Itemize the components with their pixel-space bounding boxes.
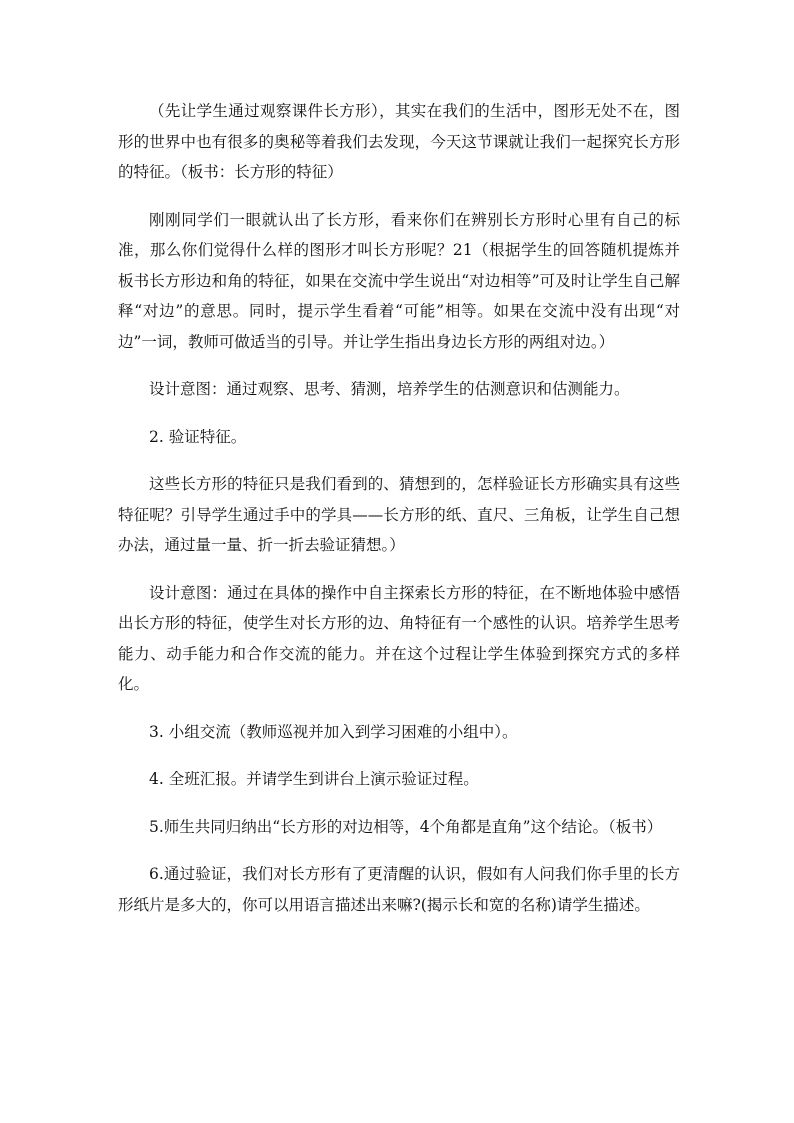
paragraph-design-intent-1: 设计意图：通过观察、思考、猜测，培养学生的估测意识和估测能力。 [149, 380, 630, 398]
paragraph-intro: （先让学生通过观察课件长方形），其实在我们的生活中，图形无处不在，图形的世界中也有很多的奥秘等着我们去发现，今天这节课就让我们一起探究长方形的特征。（板书：长方形的特征） [118, 102, 680, 181]
document-body [118, 96, 680, 937]
paragraph-step-2: 2. 验证特征。 [149, 427, 247, 446]
paragraph-step-5: 5.师生共同归纳出“长方形的对边相等，4个角都是直角”这个结论。（板书） [149, 817, 663, 836]
paragraph-step-4: 4. 全班汇报。并请学生到讲台上演示验证过程。 [149, 770, 479, 788]
paragraph-discussion: 刚刚同学们一眼就认出了长方形，看来你们在辨别长方形时心里有自己的标准，那么你们觉得什么样的图形才叫长方形呢？21（根据学生的回答随机提炼并板书长方形边和角的特征，如果在交流中学生说出“对边相等”可及时让学生自己解释“对边”的意思。同时，提示学生看着“可能”相等。如果在交流中没有出现“对边”一词，教师可做适当的引导。并让学生指出身边长方形的两组对边。） [118, 210, 680, 351]
paragraph-design-intent-2: 设计意图：通过在具体的操作中自主探索长方形的特征，在不断地体验中感悟出长方形的特征，使学生对长方形的边、角特征有一个感性的认识。培养学生思考能力、动手能力和合作交流的能力。并在这个过程让学生体验到探究方式的多样化。 [118, 583, 680, 693]
paragraph-step-3: 3. 小组交流（教师巡视并加入到学习困难的小组中）。 [149, 722, 518, 741]
paragraph-step-6: 6.通过验证，我们对长方形有了更清醒的认识，假如有人问我们你手里的长方形纸片是多大的，你可以用语言描述出来嘛?(揭示长和宽的名称)请学生描述。 [118, 865, 680, 914]
paragraph-verification: 这些长方形的特征只是我们看到的、猜想到的，怎样验证长方形确实具有这些特征呢？引导学生通过手中的学具——长方形的纸、直尺、三角板，让学生自己想办法，通过量一量、折一折去验证猜想。） [118, 475, 680, 554]
